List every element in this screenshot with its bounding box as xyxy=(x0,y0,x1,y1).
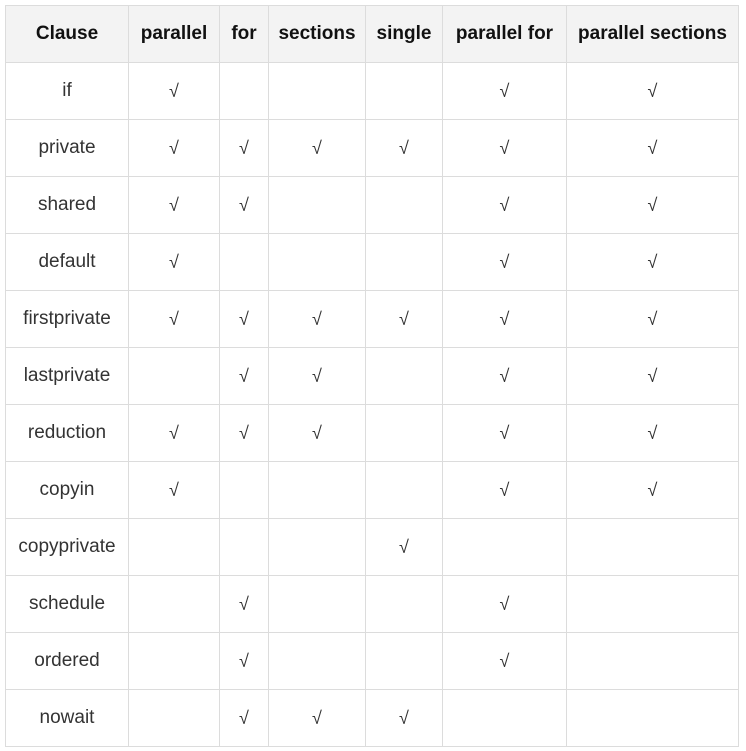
support-cell-parallel-for xyxy=(443,405,567,462)
check-mark: √ xyxy=(647,251,658,272)
clause-support-table xyxy=(5,5,739,747)
table-row xyxy=(6,462,739,519)
check-mark: √ xyxy=(239,308,249,329)
support-cell-single xyxy=(366,63,443,120)
check-mark: √ xyxy=(647,80,658,101)
table-row xyxy=(6,519,739,576)
check-mark: √ xyxy=(239,422,249,443)
check-mark: √ xyxy=(499,251,510,272)
table-row xyxy=(6,576,739,633)
header-single: single xyxy=(366,6,443,63)
support-cell-sections xyxy=(269,519,366,576)
table-body xyxy=(6,63,739,747)
check-mark: √ xyxy=(239,194,249,215)
support-cell-sections xyxy=(269,234,366,291)
header-parallel-for: parallel for xyxy=(443,6,567,63)
check-mark: √ xyxy=(647,422,658,443)
support-cell-parallel-sections xyxy=(567,519,739,576)
clause-name: private xyxy=(6,120,129,177)
support-cell-for xyxy=(220,177,269,234)
support-cell-sections xyxy=(269,633,366,690)
check-mark: √ xyxy=(239,650,249,671)
support-cell-parallel xyxy=(129,348,220,405)
support-cell-parallel xyxy=(129,63,220,120)
check-mark: √ xyxy=(399,308,409,329)
support-cell-for xyxy=(220,234,269,291)
support-cell-for xyxy=(220,63,269,120)
check-mark: √ xyxy=(499,137,510,158)
support-cell-sections xyxy=(269,462,366,519)
check-mark: √ xyxy=(499,422,510,443)
support-cell-single xyxy=(366,120,443,177)
check-mark: √ xyxy=(499,308,510,329)
check-mark: √ xyxy=(239,365,249,386)
check-mark: √ xyxy=(647,308,658,329)
support-cell-parallel xyxy=(129,633,220,690)
support-cell-parallel-for xyxy=(443,63,567,120)
check-mark: √ xyxy=(647,137,658,158)
header-parallel: parallel xyxy=(129,6,220,63)
support-cell-for xyxy=(220,348,269,405)
support-cell-parallel xyxy=(129,519,220,576)
support-cell-single xyxy=(366,462,443,519)
header-row xyxy=(6,6,739,63)
table-row xyxy=(6,348,739,405)
support-cell-for xyxy=(220,633,269,690)
support-cell-parallel xyxy=(129,462,220,519)
support-cell-parallel xyxy=(129,234,220,291)
support-cell-parallel-for xyxy=(443,177,567,234)
support-cell-single xyxy=(366,690,443,747)
check-mark: √ xyxy=(312,137,322,158)
support-cell-parallel-sections xyxy=(567,234,739,291)
table-row xyxy=(6,63,739,120)
support-cell-parallel-sections xyxy=(567,177,739,234)
check-mark: √ xyxy=(399,137,409,158)
support-cell-parallel-for xyxy=(443,234,567,291)
table-row xyxy=(6,234,739,291)
check-mark: √ xyxy=(399,536,409,557)
clause-name: copyprivate xyxy=(6,519,129,576)
support-cell-sections xyxy=(269,63,366,120)
clause-name: nowait xyxy=(6,690,129,747)
support-cell-parallel-sections xyxy=(567,291,739,348)
check-mark: √ xyxy=(169,308,179,329)
support-cell-for xyxy=(220,291,269,348)
support-cell-single xyxy=(366,576,443,633)
support-cell-parallel xyxy=(129,405,220,462)
support-cell-single xyxy=(366,405,443,462)
clause-name: default xyxy=(6,234,129,291)
check-mark: √ xyxy=(647,365,658,386)
support-cell-for xyxy=(220,576,269,633)
support-cell-parallel xyxy=(129,291,220,348)
check-mark: √ xyxy=(647,194,658,215)
support-cell-single xyxy=(366,633,443,690)
check-mark: √ xyxy=(312,308,322,329)
support-cell-parallel-sections xyxy=(567,690,739,747)
check-mark: √ xyxy=(169,137,179,158)
table-row xyxy=(6,120,739,177)
support-cell-sections xyxy=(269,405,366,462)
table-row xyxy=(6,291,739,348)
support-cell-single xyxy=(366,348,443,405)
check-mark: √ xyxy=(169,479,179,500)
support-cell-parallel-sections xyxy=(567,462,739,519)
check-mark: √ xyxy=(647,479,658,500)
support-cell-parallel-sections xyxy=(567,405,739,462)
table-row xyxy=(6,405,739,462)
check-mark: √ xyxy=(312,365,322,386)
check-mark: √ xyxy=(169,80,179,101)
table-row xyxy=(6,690,739,747)
check-mark: √ xyxy=(169,251,179,272)
support-cell-parallel-for xyxy=(443,690,567,747)
support-cell-parallel xyxy=(129,120,220,177)
support-cell-parallel-sections xyxy=(567,348,739,405)
check-mark: √ xyxy=(239,137,249,158)
check-mark: √ xyxy=(499,365,510,386)
support-cell-for xyxy=(220,405,269,462)
check-mark: √ xyxy=(499,593,510,614)
header-for: for xyxy=(220,6,269,63)
check-mark: √ xyxy=(169,422,179,443)
check-mark: √ xyxy=(239,593,249,614)
check-mark: √ xyxy=(239,707,249,728)
check-mark: √ xyxy=(499,650,510,671)
support-cell-parallel-sections xyxy=(567,63,739,120)
support-cell-parallel-for xyxy=(443,519,567,576)
clause-name: if xyxy=(6,63,129,120)
support-cell-sections xyxy=(269,348,366,405)
clause-name: ordered xyxy=(6,633,129,690)
support-cell-parallel-for xyxy=(443,120,567,177)
support-cell-parallel-for xyxy=(443,633,567,690)
clause-name: reduction xyxy=(6,405,129,462)
support-cell-parallel xyxy=(129,576,220,633)
support-cell-single xyxy=(366,234,443,291)
clause-name: firstprivate xyxy=(6,291,129,348)
support-cell-for xyxy=(220,690,269,747)
support-cell-parallel-sections xyxy=(567,120,739,177)
support-cell-parallel-for xyxy=(443,462,567,519)
check-mark: √ xyxy=(169,194,179,215)
check-mark: √ xyxy=(399,707,409,728)
support-cell-for xyxy=(220,120,269,177)
clause-name: shared xyxy=(6,177,129,234)
clause-name: schedule xyxy=(6,576,129,633)
support-cell-sections xyxy=(269,177,366,234)
table-row xyxy=(6,633,739,690)
support-cell-single xyxy=(366,519,443,576)
header-parallel-sections: parallel sections xyxy=(567,6,739,63)
support-cell-parallel-for xyxy=(443,291,567,348)
support-cell-sections xyxy=(269,120,366,177)
check-mark: √ xyxy=(312,707,322,728)
support-cell-sections xyxy=(269,690,366,747)
clause-name: copyin xyxy=(6,462,129,519)
support-cell-parallel-for xyxy=(443,348,567,405)
check-mark: √ xyxy=(312,422,322,443)
support-cell-single xyxy=(366,177,443,234)
support-cell-parallel-sections xyxy=(567,576,739,633)
support-cell-sections xyxy=(269,291,366,348)
support-cell-parallel xyxy=(129,177,220,234)
support-cell-sections xyxy=(269,576,366,633)
clause-name: lastprivate xyxy=(6,348,129,405)
support-cell-for xyxy=(220,462,269,519)
support-cell-parallel xyxy=(129,690,220,747)
check-mark: √ xyxy=(499,479,510,500)
table-row xyxy=(6,177,739,234)
support-cell-parallel-for xyxy=(443,576,567,633)
header-clause: Clause xyxy=(6,6,129,63)
header-sections: sections xyxy=(269,6,366,63)
support-cell-single xyxy=(366,291,443,348)
check-mark: √ xyxy=(499,194,510,215)
check-mark: √ xyxy=(499,80,510,101)
support-cell-for xyxy=(220,519,269,576)
support-cell-parallel-sections xyxy=(567,633,739,690)
